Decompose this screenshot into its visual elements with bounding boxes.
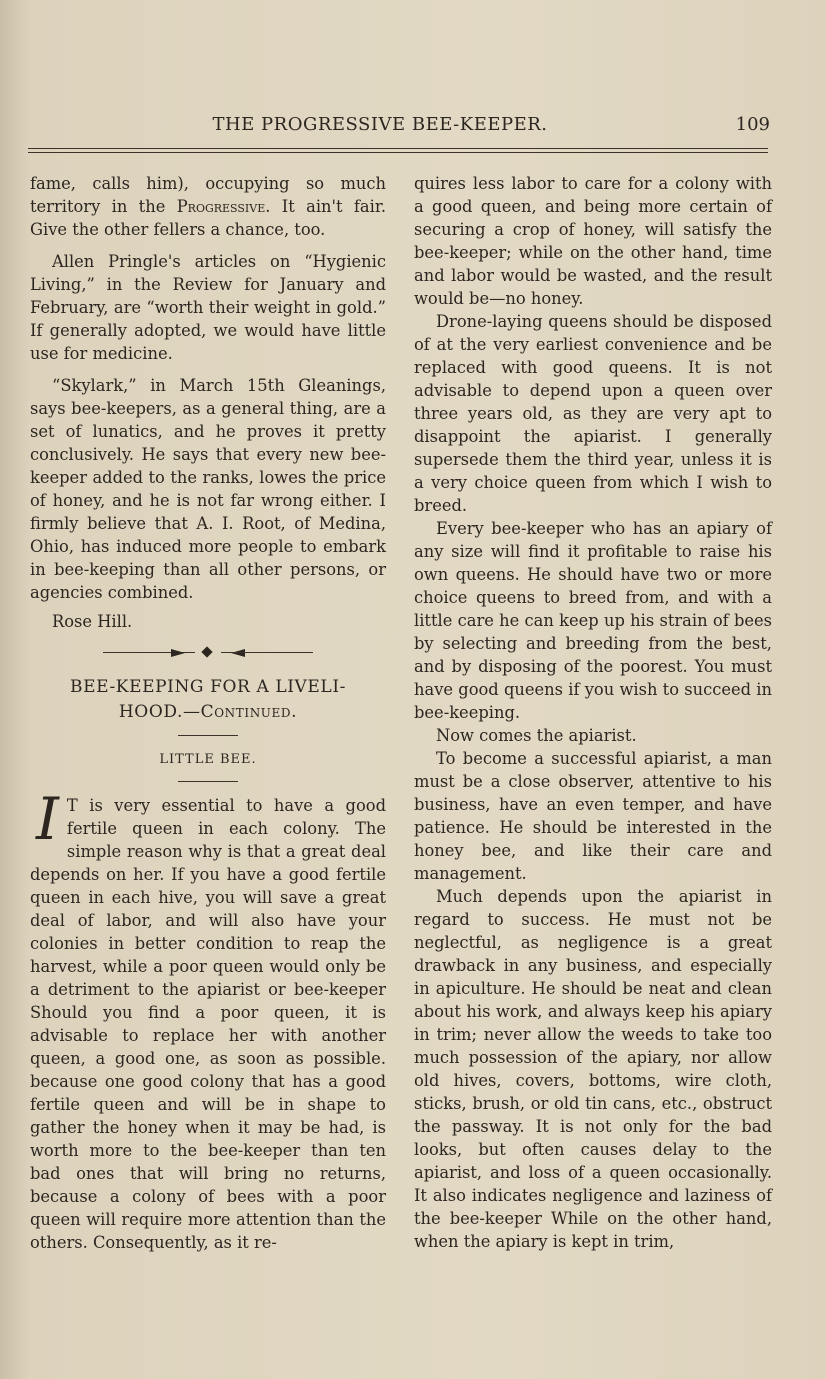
section-ornament — [103, 647, 313, 659]
paragraph: “Skylark,” in March 15th Gleanings, says bee-keepers, as a general thing, are a set of lunatics, and he proves it pretty conclusively. He says that every new bee-keeper added to the ranks, lowes the price of honey, and he is not far wrong either. I firmly believe that A. I. Root, of Medina, Ohio, has induced more people to embark in bee-keeping than all other persons, or agencies combined. — [30, 376, 386, 602]
byline: LITTLE BEE. — [159, 752, 257, 767]
paragraph: Much depends upon the apiarist in regard to success. He must not be neglectful, as negligence is a great drawback in any business, and especially in apiculture. He should be neat and clean about his work, and always keep his apiary in trim; never allow the weeds to take too much possession of the apiary, nor allow old hives, covers, bottoms, wire cloth, sticks, brush, or old tin cans, etc., obstruct the passway. It is not only for the bad looks, but often causes delay to the apiarist, and loss of a queen occasionally. It also indicates negligence and laziness of the bee-keeper While on the other hand, when the apiary is kept in trim, — [414, 887, 772, 1251]
paragraph: Drone-laying queens should be disposed of at the very earliest convenience and be replaced with good queens. It is not advisable to depend upon a queen over three years old, as they are very apt to disappoint the apiarist. I generally supersede them the third year, unless it is a very choice queen from which I wish to breed. — [414, 312, 772, 515]
paragraph — [30, 785, 386, 1254]
journal-title: THE PROGRESSIVE BEE-KEEPER. — [212, 114, 548, 135]
article-title-continued: Continued. — [200, 702, 298, 722]
paragraph — [30, 172, 386, 241]
drop-cap: I — [36, 785, 59, 853]
signoff-location: Rose Hill. — [52, 612, 133, 631]
paragraph: To become a successful apiarist, a man must be a close observer, attentive to his business, have an even temper, and have patience. He should be interested in the honey bee, and like their care and management. — [414, 749, 772, 883]
page-number: 109 — [735, 114, 770, 135]
diamond-icon — [201, 646, 212, 657]
article-title-line1: BEE-KEEPING FOR A LIVELI- — [70, 677, 346, 697]
header-rule-lower — [28, 152, 768, 153]
title-rule — [178, 735, 238, 736]
text-run: fame, calls him), occupying so much territory in the — [30, 174, 386, 216]
paragraph: quires less labor to care for a colony with a good queen, and being more certain of securing a crop of honey, will satisfy the bee-keeper; while on the other hand, time and labor would be wasted, and the result would be—no honey. — [414, 174, 772, 308]
byline-rule — [178, 781, 238, 782]
text-run: It ain't fair. Give the other fellers a chance, too. — [30, 197, 386, 239]
arrow-right-icon — [171, 649, 185, 657]
header-rule-upper — [28, 148, 768, 149]
paragraph: Allen Pringle's articles on “Hygienic Living,” in the Review for January and February, are “worth their weight in gold.” If generally adopted, we would have little use for medicine. — [30, 252, 386, 363]
arrow-left-icon — [231, 649, 245, 657]
running-header — [30, 114, 770, 140]
text-run: T is very essential to have a good fertile queen in each colony. The simple reason why is that a great deal depends on her. If you have a good fertile queen in each hive, you will save a great deal of labor, and will also have your colonies in better condition to reap the harvest, while a poor queen would only be a detriment to the apiarist or bee-keeper Should you find a poor queen, it is advisable to replace her with another queen, a good one, as soon as possible. because one good colony that has a good fertile queen and will be in shape to gather the honey when it may be had, is worth more to the bee-keeper than ten bad ones that will bring no returns, because a colony of bees with a poor queen will require more attention than the others. Consequently, as it re- — [30, 796, 386, 1252]
journal-name-smallcaps: Progressive. — [176, 197, 271, 216]
right-column — [414, 172, 772, 1253]
paragraph: Every bee-keeper who has an apiary of any size will find it profitable to raise his own queens. He should have two or more choice queens to breed from, and with a little care he can keep up his strain of bees by selecting and breeding from the best, and by disposing of the poorest. You must have good queens if you wish to succeed in bee-keeping. — [414, 519, 772, 722]
article-title — [30, 675, 386, 725]
paragraph: Now comes the apiarist. — [436, 726, 637, 745]
left-column — [30, 172, 386, 1254]
article-title-line2: HOOD.— — [118, 702, 201, 722]
